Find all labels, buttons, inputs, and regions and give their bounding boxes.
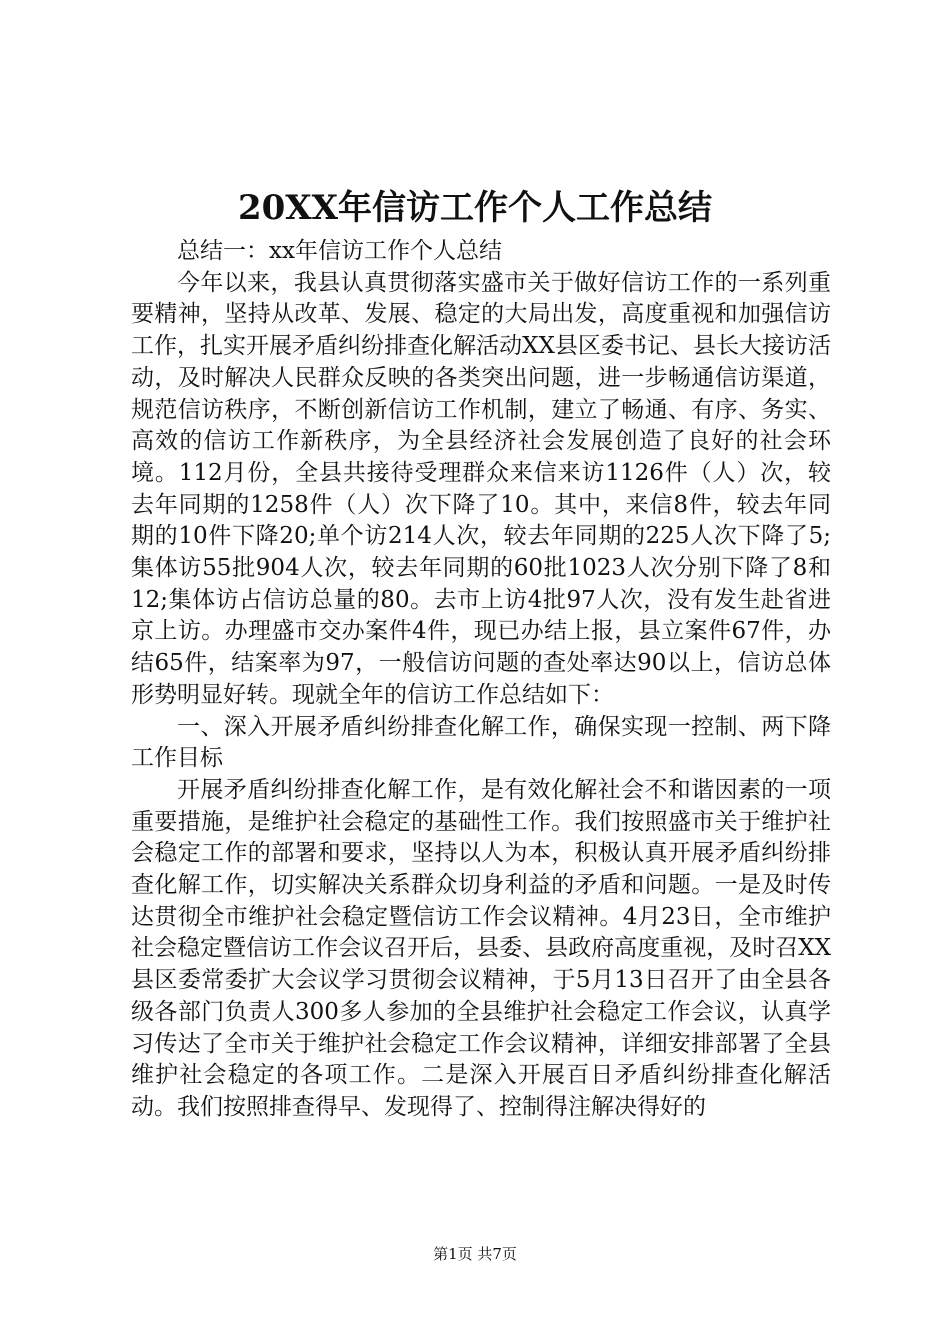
section-heading-one: 一、深入开展矛盾纠纷排查化解工作，确保实现一控制、两下降工作目标 (131, 713, 831, 772)
section-heading-summary-one: 总结一：xx年信访工作个人总结 (177, 238, 502, 264)
page-footer: 第1页 共7页 (433, 1245, 517, 1263)
paragraph-intro: 今年以来，我县认真贯彻落实盛市关于做好信访工作的一系列重要精神，坚持从改革、发展、稳定的大局出发，高度重视和加强信访工作，扎实开展矛盾纠纷排查化解活动XX县区委书记、县长大接访活动，及时解决人民群众反映的各类突出问题，进一步畅通信访渠道，规范信访秩序，不断创新信访工作机制，建立了畅通、有序、务实、高效的信访工作新秩序，为全县经济社会发展创造了良好的社会环境。112月份，全县共接待受理群众来信来访1126件（人）次，较去年同期的1258件（人）次下降了10。其中，来信8件，较去年同期的10件下降20;单个访214人次，较去年同期的225人次下降了5;集体访55批904人次，较去年同期的60批1023人次分别下降了8和12;集体访占信访总量的80。去市上访4批97人次，没有发生赴省进京上访。办理盛市交办案件4件，现已办结上报，县立案件67件，办结65件，结案率为97，一般信访问题的查处率达90以上，信访总体形势明显好转。现就全年的信访工作总结如下： (131, 269, 831, 708)
document-title: 20XX年信访工作个人工作总结 (237, 188, 713, 228)
paragraph-section-one: 开展矛盾纠纷排查化解工作，是有效化解社会不和谐因素的一项重要措施，是维护社会稳定的基础性工作。我们按照盛市关于维护社会稳定工作的部署和要求，坚持以人为本，积极认真开展矛盾纠纷排查化解工作，切实解决关系群众切身利益的矛盾和问题。一是及时传达贯彻全市维护社会稳定暨信访工作会议精神。4月23日，全市维护社会稳定暨信访工作会议召开后，县委、县政府高度重视，及时召XX县区委常委扩大会议学习贯彻会议精神，于5月13日召开了由全县各级各部门负责人300多人参加的全县维护社会稳定工作会议，认真学习传达了全市关于维护社会稳定工作会议精神，详细安排部署了全县维护社会稳定的各项工作。二是深入开展百日矛盾纠纷排查化解活动。我们按照排查得早、发现得了、控制得注解决得好的 (131, 776, 831, 1120)
document-body (131, 236, 831, 1124)
